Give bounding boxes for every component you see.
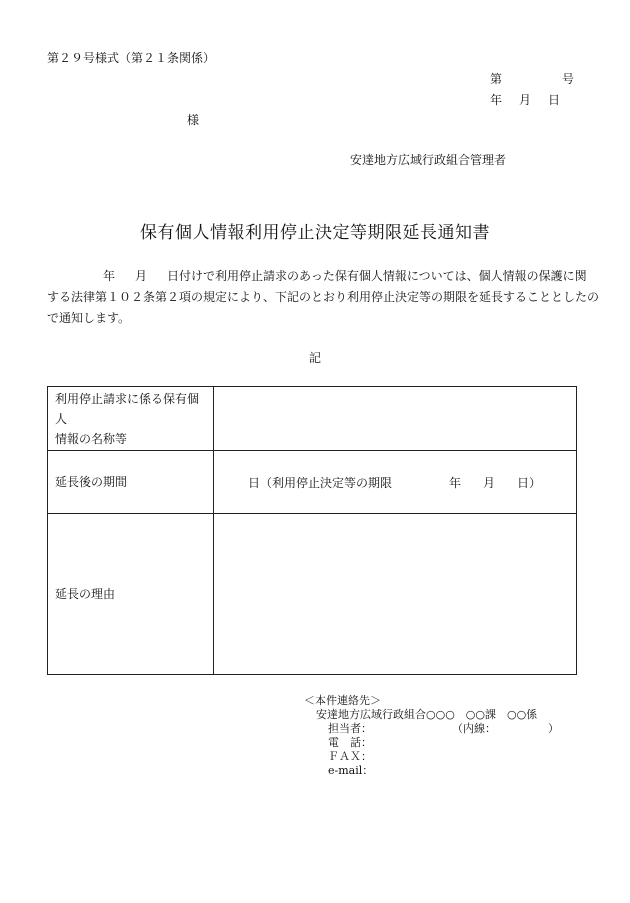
- contact-person-label: 担当者：: [328, 722, 372, 735]
- body-line-1-text: 日付けで利用停止請求のあった保有個人情報については、個人情報の保護に関: [167, 269, 587, 283]
- period-day-end: 日）: [517, 475, 542, 490]
- date-day: 日: [548, 93, 561, 107]
- body-year: 年: [103, 269, 116, 283]
- contact-info: [304, 694, 559, 778]
- table-row: [48, 514, 577, 675]
- extension-reason-label: 延長の理由: [48, 514, 214, 675]
- contact-extension-close: ）: [548, 722, 559, 735]
- body-line-1: [47, 266, 587, 287]
- info-name-value: [214, 387, 577, 451]
- document-date: [490, 91, 560, 108]
- contact-organization: 安達地方広域行政組合○○○ ○○課 ○○係: [316, 708, 538, 721]
- extended-period-value: [214, 451, 577, 514]
- date-month: 月: [519, 93, 532, 107]
- contact-heading: ＜本件連絡先＞: [304, 694, 381, 707]
- form-number: 第２９号様式（第２１条関係）: [47, 51, 216, 65]
- details-table: [47, 386, 577, 675]
- extended-period-label: 延長後の期間: [48, 451, 214, 514]
- contact-person-row: [304, 722, 559, 736]
- doc-number-suffix: 号: [562, 72, 575, 86]
- ki-heading: 記: [308, 351, 321, 365]
- period-day: 日（利用停止決定等の期限: [248, 475, 393, 490]
- notice-body: [47, 266, 600, 329]
- period-year: 年: [449, 475, 462, 490]
- recipient-suffix: 様: [187, 113, 200, 127]
- document-title: 保有個人情報利用停止決定等期限延長通知書: [140, 223, 490, 243]
- info-name-label-line-1: 利用停止請求に係る保有個人: [55, 391, 200, 426]
- contact-phone-label: 電 話：: [328, 736, 372, 749]
- body-month: 月: [135, 269, 148, 283]
- period-month: 月: [483, 475, 496, 490]
- extension-reason-value: [214, 514, 577, 675]
- date-year: 年: [490, 93, 503, 107]
- body-line-3: で通知します。: [47, 311, 131, 325]
- table-row: [48, 451, 577, 514]
- sender-name: 安達地方広域行政組合管理者: [350, 153, 507, 167]
- contact-fax-label: ＦＡＸ：: [328, 750, 372, 763]
- document-number: [490, 70, 574, 87]
- table-row: [48, 387, 577, 451]
- contact-extension-label: （内線：: [452, 722, 496, 735]
- info-name-label-line-2: 情報の名称等: [55, 431, 128, 446]
- contact-email-label: e-mail：: [328, 764, 374, 777]
- info-name-label: [48, 387, 214, 451]
- doc-number-prefix: 第: [490, 72, 503, 86]
- body-line-2: する法律第１０２条第２項の規定により、下記のとおり利用停止決定等の期限を延長することとしたの: [47, 290, 600, 304]
